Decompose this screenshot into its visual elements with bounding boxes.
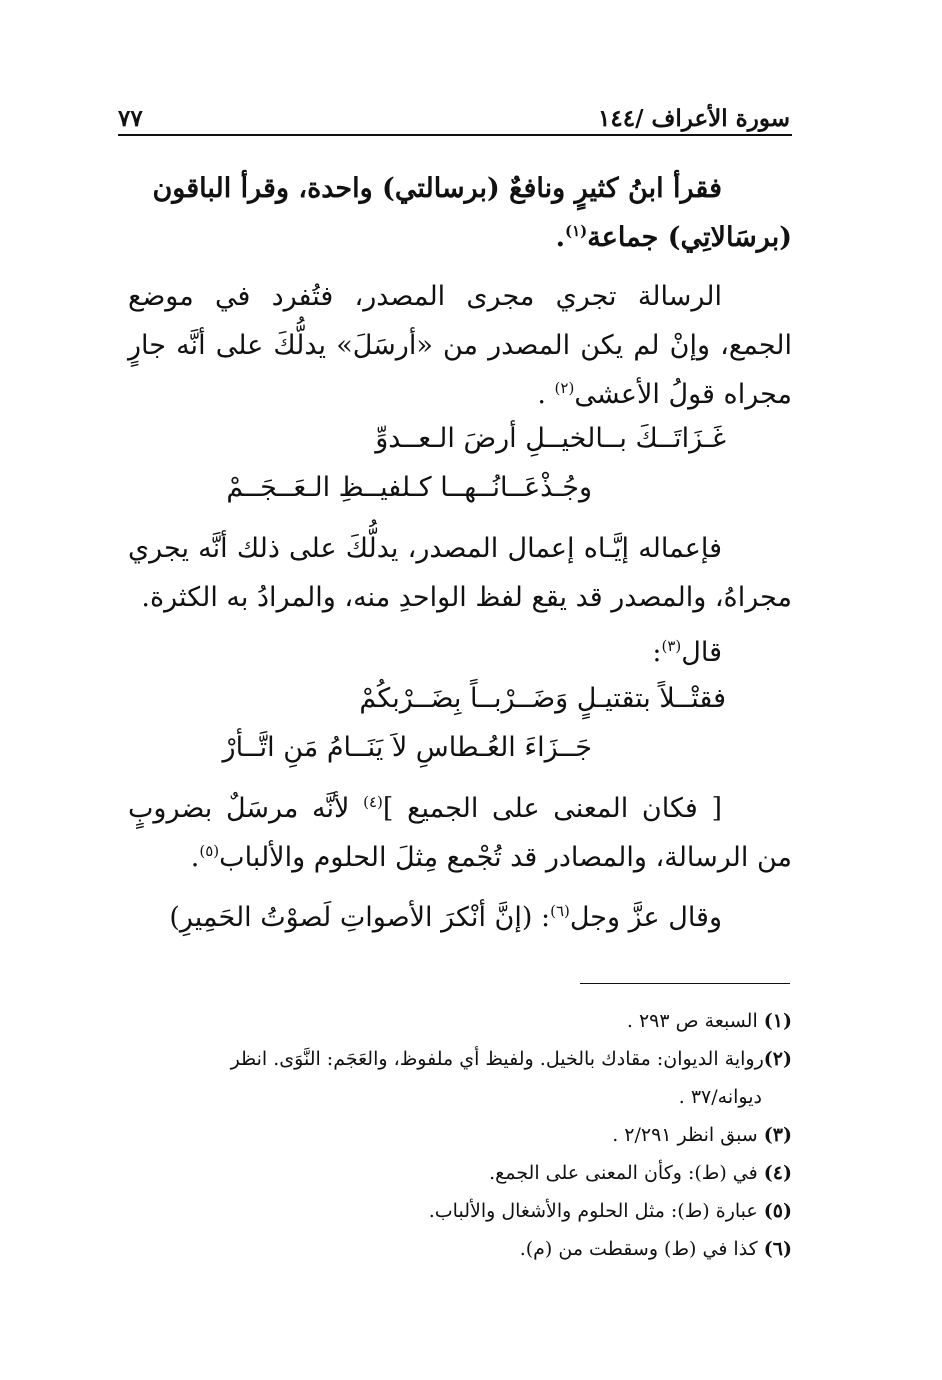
footnote-text: عبارة (ط): مثل الحلوم والأشغال والألباب. <box>428 1200 758 1222</box>
reading-line-2: (برسَالاتِي) جماعة$^{(١)}$. <box>555 222 792 253</box>
chapter-title: سورة الأعراف /١٤٤ <box>598 105 790 132</box>
risala-text: الرسالة تجري مجرى المصدر، فتُفرد في موضع الجمع، وإنْ لم يكن المصدر من «أرسَلَ» يدلُّكَ على أنَّه جارٍ مجراه قولُ الأعشى <box>128 281 792 410</box>
footnote-3 <box>130 1116 792 1154</box>
footnotes <box>130 1002 792 1268</box>
footnote-1 <box>130 1002 792 1040</box>
footnote-number: (٤) <box>763 1162 792 1184</box>
paragraph-reading <box>128 164 792 262</box>
verse-1-second-hemistich: وجُـذْعَــانُــهــا كـلفيــظِ الـعَــجَــمْ <box>226 472 592 503</box>
footnote-ref-4: (٤) <box>363 793 383 811</box>
footnote-5 <box>130 1192 792 1230</box>
footnote-6 <box>130 1230 792 1268</box>
verse-1-first-hemistich: غَـزَاتَــكَ بــالخيــلِ أرضَ الـعــدوِّ <box>375 423 726 454</box>
footnote-number: (٢) <box>763 1048 792 1070</box>
footnote-number: (١) <box>763 1010 792 1032</box>
footnote-2-continuation: ديوانه/٣٧ . <box>678 1086 762 1108</box>
footnote-number: (٥) <box>763 1200 792 1222</box>
qala-text: قال <box>681 637 722 668</box>
footnote-text: سبق انظر ٢/٢٩١ . <box>612 1124 758 1146</box>
paragraph-risala: الرسالة تجري مجرى المصدر، فتُفرد في موضع الجمع، وإنْ لم يكن المصدر من «أرسَلَ» يدلُّكَ على أنَّه جارٍ مجراه قولُ الأعشى$^{(٢)}$ . <box>128 281 792 410</box>
paragraph-quran <box>128 893 792 942</box>
paragraph-imal: فإعماله إيَّـاه إعمال المصدر، يدلُّكَ على ذلك أنَّه يجري مجراهُ، والمصدر قد يقع لفظ الواحدِ منه، والمرادُ به الكثرة. <box>128 533 792 613</box>
footnote-text: رواية الديوان: مقادك بالخيل. ولفيظ أي ملفوظ، والعَجَم: النَّوَى. انظر <box>230 1048 764 1070</box>
footnote-ref-1: (١) <box>564 222 588 240</box>
footnote-text: في (ط): وكأن المعنى على الجمع. <box>489 1162 758 1184</box>
running-head <box>118 92 790 132</box>
footnote-number: (٣) <box>763 1124 792 1146</box>
verse-2-second-hemistich: جَــزَاءَ العُـطاسِ لاَ يَنَــامُ مَنِ اتَّــأرْ <box>222 732 592 763</box>
footnote-2 <box>130 1040 792 1078</box>
header-rule <box>118 134 792 136</box>
footnote-ref-5: (٥) <box>199 842 220 860</box>
footnote-text: كذا في (ط) وسقطت من (م). <box>519 1238 758 1260</box>
footnote-separator <box>580 983 790 984</box>
footnote-ref-3: (٣) <box>661 637 682 655</box>
bracketed-insertion: [ فكان المعنى على الجميع ] <box>382 793 722 824</box>
paragraph-qala: قال$^{(٣)}$: <box>652 637 722 668</box>
paragraph-plural: [ فكان المعنى على الجميع ]$^{(٤)}$ لأنَّه مرسَلٌ بضروبٍ من الرسالة، والمصادر قد تُجْمع مِثلَ الحلوم والألباب$^{(٥)}$. <box>128 793 792 873</box>
reading-line-1: فقرأ ابنُ كثيرٍ ونافعٌ (برسالتي) واحدة، وقرأ الباقون <box>152 173 722 204</box>
footnote-number: (٦) <box>763 1238 792 1260</box>
reading-text: (برسَالاتِي) جماعة <box>587 222 792 253</box>
quran-intro: وقال عزَّ وجل <box>569 902 722 933</box>
footnote-ref-6: (٦) <box>550 902 570 920</box>
footnote-ref-2: (٢) <box>554 379 575 397</box>
plural-text: لأنَّه مرسَلٌ بضروبٍ من الرسالة، والمصادر قد تُجْمع مِثلَ الحلوم والألباب <box>128 793 792 873</box>
footnote-4 <box>130 1154 792 1192</box>
quran-quote: : (إنَّ أنْكرَ الأصواتِ لَصوْتُ الحَمِيرِ) <box>169 902 551 933</box>
page-number: ٧٧ <box>118 105 143 132</box>
verse-2-first-hemistich: فقتْــلاً بتقتيـلٍ وَضَــرْبــاً بِضَــرْبكُمْ <box>359 683 726 714</box>
footnote-text: السبعة ص ٢٩٣ . <box>626 1010 758 1032</box>
